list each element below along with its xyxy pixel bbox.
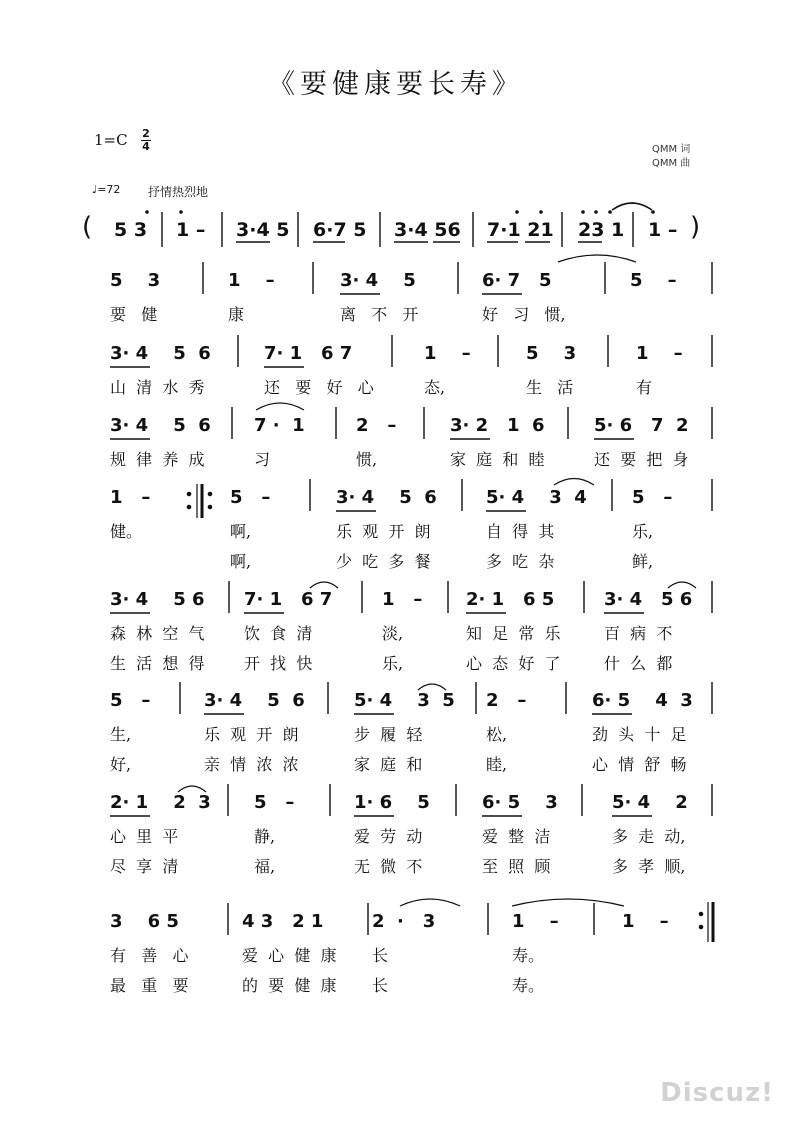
row-4-lyric-2-3: 少 吃 多 餐	[336, 552, 431, 571]
row-7-lyric-2-1: 尽 享 清	[110, 857, 179, 876]
row-2-measure-3-notes: 1 –	[424, 343, 471, 364]
row-7-lyric-2-3: 无 微 不	[354, 857, 423, 876]
row-4-lyric-1-1: 健。	[110, 522, 143, 541]
row-4-lyric-1-3: 乐 观 开 朗	[336, 522, 431, 541]
row-2-lyric-1-1: 山 清 水 秀	[110, 378, 205, 397]
intro-measure-3: 3·4 5	[236, 219, 290, 241]
row-4-lyric-1-4: 自 得 其	[486, 522, 555, 541]
composer-credit: QMM 曲	[652, 158, 691, 169]
row-1-lyric-1-1: 要 健	[110, 305, 158, 324]
row-3-lyric-1-3: 惯,	[356, 450, 378, 469]
row-6-lyric-2-3: 家 庭 和	[354, 755, 423, 774]
row-6-measure-4-notes: 2 –	[486, 690, 527, 711]
row-1-lyric-1-4: 好 习 惯,	[482, 305, 566, 324]
row-3-lyric-1-2: 习	[254, 450, 271, 469]
row-3-measure-2-notes: 7 · 1	[254, 415, 305, 436]
row-5-lyric-2-2: 开 找 快	[244, 654, 313, 673]
intro-measure-2: 1 –	[176, 219, 206, 241]
row-3-measure-4-notes: 3· 2 1 6	[450, 415, 545, 436]
row-7-measure-2-notes: 5 –	[254, 792, 295, 813]
time-signature-top: 2	[142, 127, 150, 140]
intro-measure-7: 23 1	[578, 219, 625, 241]
row-4-lyric-2-2: 啊,	[230, 552, 252, 571]
row-5-measure-5-notes: 3· 4 5 6	[604, 589, 693, 610]
row-1-lyric-1-2: 康	[228, 305, 245, 324]
row-5-lyric-1-1: 森 林 空 气	[110, 624, 205, 643]
row-7-measure-5-notes: 5· 4 2	[612, 792, 688, 813]
song-title: 《要健康要长寿》	[268, 69, 524, 100]
row-6-lyric-2-4: 睦,	[486, 755, 508, 774]
row-1-measure-2-notes: 1 –	[228, 270, 275, 291]
row-7-lyric-1-5: 多 走 动,	[612, 827, 686, 846]
row-6-lyric-1-1: 生,	[110, 725, 132, 744]
row-5-lyric-2-3: 乐,	[382, 654, 404, 673]
row-4-lyric-1-2: 啊,	[230, 522, 252, 541]
row-6-measure-2-notes: 3· 4 5 6	[204, 690, 305, 711]
row-5-measure-1-notes: 3· 4 5 6	[110, 589, 205, 610]
row-4-lyric-2-4: 多 吃 杂	[486, 552, 555, 571]
row-6-measure-1-notes: 5 –	[110, 690, 151, 711]
row-5-lyric-2-5: 什 么 都	[604, 654, 673, 673]
row-7-lyric-2-4: 至 照 顾	[482, 857, 551, 876]
row-5-lyric-1-2: 饮 食 清	[244, 624, 313, 643]
row-6-lyric-2-2: 亲 情 浓 浓	[204, 755, 299, 774]
row-5-measure-4-notes: 2· 1 6 5	[466, 589, 555, 610]
row-7-measure-4-notes: 6· 5 3	[482, 792, 558, 813]
row-2-lyric-1-5: 有	[636, 378, 653, 397]
row-7-measure-1-notes: 2· 1 2 3	[110, 792, 211, 813]
row-7-lyric-1-3: 爱 劳 动	[354, 827, 423, 846]
row-8-lyric-2-4: 寿。	[512, 976, 545, 995]
row-2-measure-2-notes: 7· 1 6 7	[264, 343, 353, 364]
row-2-measure-5-notes: 1 –	[636, 343, 683, 364]
row-4-measure-3-notes: 3· 4 5 6	[336, 487, 437, 508]
row-4-lyric-2-5: 鲜,	[632, 552, 654, 571]
key-signature: 1=C	[94, 131, 128, 149]
row-1-measure-3-notes: 3· 4 5	[340, 270, 416, 291]
row-7-lyric-1-1: 心 里 平	[110, 827, 179, 846]
row-5-lyric-2-1: 生 活 想 得	[110, 654, 205, 673]
row-5-measure-2-notes: 7· 1 6 7	[244, 589, 333, 610]
row-8-measure-4-notes: 1 –	[512, 911, 559, 932]
row-6-lyric-2-5: 心 情 舒 畅	[592, 755, 687, 774]
row-6-measure-3-notes: 5· 4 3 5	[354, 690, 455, 711]
row-2-lyric-1-3: 态,	[424, 378, 446, 397]
row-7-lyric-2-2: 福,	[254, 857, 276, 876]
row-1-measure-1-notes: 5 3	[110, 270, 161, 291]
row-5-lyric-1-4: 知 足 常 乐	[466, 624, 561, 643]
row-5-lyric-1-3: 淡,	[382, 624, 404, 643]
row-2-lyric-1-4: 生 活	[526, 378, 574, 397]
row-8-lyric-1-2: 爱 心 健 康	[242, 946, 337, 965]
time-signature-bottom: 4	[142, 140, 150, 153]
row-1-lyric-1-3: 离 不 开	[340, 305, 419, 324]
row-8-lyric-2-2: 的 要 健 康	[242, 976, 337, 995]
row-3-measure-1-notes: 3· 4 5 6	[110, 415, 211, 436]
row-6-lyric-1-3: 步 履 轻	[354, 725, 423, 744]
row-5-measure-3-notes: 1 –	[382, 589, 423, 610]
row-8-lyric-1-4: 寿。	[512, 946, 545, 965]
row-7-lyric-2-5: 多 孝 顺,	[612, 857, 686, 876]
row-4-measure-5-notes: 5 –	[632, 487, 673, 508]
row-4-measure-1-notes: 1 –	[110, 487, 151, 508]
row-1-measure-5-notes: 5 –	[630, 270, 677, 291]
intro-measure-1: 5 3	[114, 219, 148, 241]
row-7-measure-3-notes: 1· 6 5	[354, 792, 430, 813]
row-8-lyric-1-3: 长	[372, 946, 389, 965]
row-2-lyric-1-2: 还 要 好 心	[264, 378, 374, 397]
row-4-lyric-1-5: 乐,	[632, 522, 654, 541]
row-8-lyric-2-3: 长	[372, 976, 389, 995]
row-8-measure-2-notes: 4 3 2 1	[242, 911, 324, 932]
row-6-measure-5-notes: 6· 5 4 3	[592, 690, 693, 711]
intro-measure-5: 3·4 56	[394, 219, 461, 241]
row-8-measure-1-notes: 3 6 5	[110, 911, 179, 932]
intro-open-paren: (	[82, 212, 93, 242]
row-8-measure-3-notes: 2 · 3	[372, 911, 436, 932]
row-3-measure-5-notes: 5· 6 7 2	[594, 415, 689, 436]
row-8-lyric-2-1: 最 重 要	[110, 976, 189, 995]
watermark: Discuz!	[660, 1078, 774, 1108]
row-6-lyric-1-4: 松,	[486, 725, 508, 744]
lyricist-credit: QMM 词	[652, 144, 691, 155]
row-4-measure-4-notes: 5· 4 3 4	[486, 487, 587, 508]
row-8-lyric-1-1: 有 善 心	[110, 946, 189, 965]
row-3-lyric-1-5: 还 要 把 身	[594, 450, 689, 469]
row-7-lyric-1-4: 爱 整 洁	[482, 827, 551, 846]
intro-measure-6: 7·1 21	[487, 219, 554, 241]
tempo-marking: ♩=72	[92, 183, 121, 196]
row-6-lyric-1-2: 乐 观 开 朗	[204, 725, 299, 744]
intro-close-paren: )	[690, 212, 701, 242]
row-2-measure-1-notes: 3· 4 5 6	[110, 343, 211, 364]
row-3-lyric-1-4: 家 庭 和 睦	[450, 450, 545, 469]
row-6-lyric-1-5: 劲 头 十 足	[592, 725, 687, 744]
row-5-lyric-2-4: 心 态 好 了	[466, 654, 561, 673]
row-4-measure-2-notes: 5 –	[230, 487, 271, 508]
row-1-measure-4-notes: 6· 7 5	[482, 270, 552, 291]
row-8-measure-5-notes: 1 –	[622, 911, 669, 932]
row-2-measure-4-notes: 5 3	[526, 343, 577, 364]
intro-measure-8: 1 –	[648, 219, 678, 241]
expression-marking: 抒情热烈地	[148, 185, 209, 199]
row-7-lyric-1-2: 静,	[254, 827, 276, 846]
row-5-lyric-1-5: 百 病 不	[604, 624, 673, 643]
row-3-lyric-1-1: 规 律 养 成	[110, 450, 205, 469]
intro-measure-4: 6·7 5	[313, 219, 367, 241]
row-6-lyric-2-1: 好,	[110, 755, 132, 774]
row-3-measure-3-notes: 2 –	[356, 415, 397, 436]
